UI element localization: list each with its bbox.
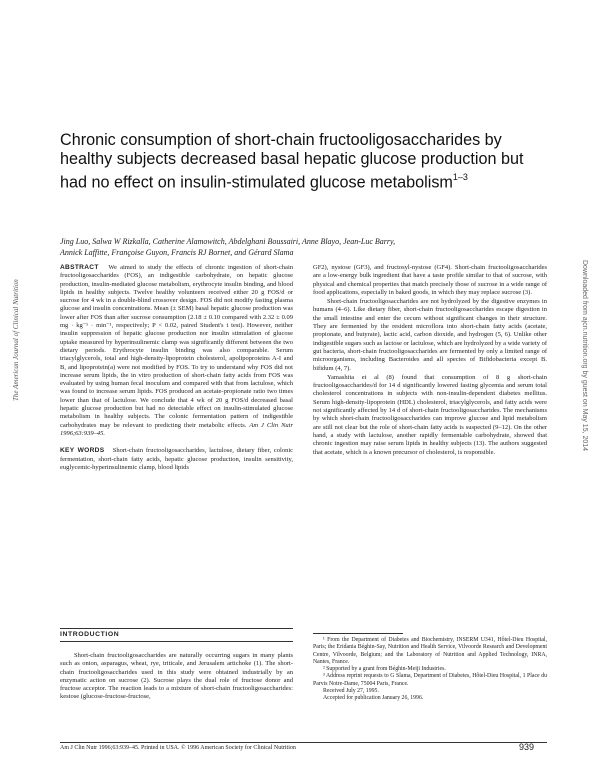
keywords-label: KEY WORDS [60,447,105,455]
footnote-support: ² Supported by a grant from Béghin-Meiji Industries. [323,666,446,673]
download-stamp: Downloaded from ajcn.nutrition.org by guest on May 15, 2014 [581,260,588,452]
article-title [60,131,540,192]
introduction-body [60,652,293,702]
journal-side-label: The American Journal of Clinical Nutrition [12,279,20,401]
author-list [60,236,530,259]
abstract [60,264,293,438]
footer-citation: Am J Clin Nutr 1996;63:939–45. Printed in USA. © 1996 American Society for Clinical Nutrition [60,745,296,751]
footer-rule [60,742,547,743]
left-column [60,264,293,472]
footnote-reprints: ³ Address reprint requests to G Slama, Department of Diabetes, Hôtel-Dieu Hospital, 1 Place du Parvis Notre-Dame, 75004 Paris, France. [313,673,547,687]
keywords-text: Short-chain fructooligosaccharides, lactulose, dietary fiber, colonic fermentation, short-chain fatty acids, hepatic glucose production, insulin sensitivity, euglycemic-hyperinsulinemic clamp, blood lipids [60,447,294,471]
authors-line-1: Jing Luo, Salwa W Rizkalla, Catherine Alamowitch, Abdelghani Boussairi, Anne Blayo, Jean-Luc Barry, [60,237,396,246]
body-paragraph-2: Short-chain fructooligosaccharides are not hydrolyzed by the digestive enzymes in humans (4–6). Like dietary fiber, short-chain fructooligosaccharides escape digestion in the small intestine and enter the cecum without significant changes in their structure. They are fermented by the resident microflora into short-chain fatty acids (acetate, propionate, and butyrate), lactic acid, carbon dioxide, and hydrogen (5, 6). Unlike other indigestible sugars such as lactose or lactulose, which are hydrolyzed by a wide variety of gut bacteria, short-chain fructooligosaccharides are fermented by only a limited range of microorganisms, including Bacteroides and all species of Bifidobacteria except B. bifidum (4, 7). [313,298,547,372]
body-paragraph-1: GF2), nystose (GF3), and fructosyl-nystose (GF4). Short-chain fructooligosaccharides are a low-energy bulk ingredient that have a taste profile similar to that of sucrose, with physical and chemical properties that match precisely those of sucrose in a wide range of food applications, especially in baked goods, in which they may replace sucrose (3). [313,264,547,296]
abstract-citation: Am J Clin Nutr 1996;63:939–45. [60,421,293,437]
footnote-received: Received July 27, 1995. [323,688,379,695]
section-rule-bottom [60,641,293,642]
footnote-accepted: Accepted for publication January 26, 1996. [323,695,424,702]
authors-line-2: Annick Laffitte, Françoise Guyon, Francis RJ Bornet, and Gérard Slama [60,248,294,258]
footnotes [313,637,547,703]
section-rule-top [60,628,293,629]
introduction-heading: INTRODUCTION [60,631,120,638]
abstract-text: We aimed to study the effects of chronic ingestion of short-chain fructooligosaccharides (FOS), an indigestible carbohydrate, on hepatic glucose production, insulin-mediated glucose metabolism, erythrocyte insulin binding, and blood lipids in healthy subjects. Twelve healthy volunteers received either 20 g FOS/d or sucrose for 4 wk in a double-blind crossover design. FOS did not modify fasting plasma glucose and insulin concentrations. Mean (± SEM) basal hepatic glucose production was lower after FOS than after sucrose consumption (2.18 ± 0.10 compared with 2.32 ± 0.09 mg · kg⁻¹ · min⁻¹, respectively; P < 0.02, paired Student's t test). However, neither insulin suppression of hepatic glucose production nor insulin stimulation of glucose uptake measured by hyperinsulinemic clamp was significantly different between the two dietary periods. Erythrocyte insulin binding was also comparable. Serum triacylglycerols, total and high-density-lipoprotein cholesterol, apolipoproteins A-I and B, and lipoprotein(a) were not modified by FOS. To try to understand why FOS did not increase serum lipids, the in vitro production of short-chain fatty acids from FOS was evaluated by using human fecal inoculum and compared with that from lactulose, which was found to increase serum lipids. FOS produced an acetate-propionate ratio two times lower than that of lactulose. We conclude that 4 wk of 20 g FOS/d decreased basal hepatic glucose production but had no detectable effect on insulin-stimulated glucose metabolism in healthy subjects. The colonic fermentation pattern of indigestible carbohydrates may be relevant to predicting their metabolic effects. [60,264,293,429]
keywords [60,447,293,472]
footnote-affiliation: ¹ From the Department of Diabetes and Biochemistry, INSERM U341, Hôtel-Dieu Hospital, Paris; the Eridania Béghin-Say, Nutrition and Health Service, Vilvoorde Research and Development Centre, Vilvoorde, Belgium; and the Laboratory of Nutrition and Applied Technology, INRA, Nantes, France. [313,637,547,665]
page-number: 939 [519,742,535,752]
introduction-paragraph: Short-chain fructooligosaccharides are naturally occurring sugars in many plants such as onion, asparagus, wheat, rye, triticale, and Jerusalem artichoke (1). The short-chain fructooligosaccharides used in this study were obtained industrially by an enzymatic action on sucrose (2). Sucrose plays the dual role of fructose donor and fructose acceptor. The reaction leads to a mixture of short-chain fructooligosaccharides: kestose (glucose-fructose-fructose, [60,652,293,701]
title-text: Chronic consumption of short-chain fructooligosaccharides by healthy subjects decreased basal hepatic glucose production but had no effect on insulin-stimulated glucose metabolism [60,131,524,192]
body-paragraph-3: Yamashita et al (8) found that consumption of 8 g short-chain fructooligosaccharides/d for 14 d significantly lowered fasting glycemia and serum total cholesterol concentrations in subjects with non-insulin-dependent diabetes mellitus. Serum high-density-lipoprotein (HDL) cholesterol, triacylglycerols, and fatty acids were not significantly affected by 14 d of short-chain fructooligosaccharides. The mechanisms by which short-chain fructooligosaccharides can improve glucose and lipid metabolism are still not clear but the role of short-chain fatty acids is suspected (9–12). On the other hand, a study with lactulose, another rapidly fermentable carbohydrate, showed that chronic ingestion may raise serum lipids in healthy subjects (13). The authors suggested that acetate, which is a known precursor of cholesterol, is responsible. [313,373,547,456]
abstract-label: ABSTRACT [60,264,99,271]
right-column [313,264,547,458]
footnote-rule [313,633,403,634]
title-footnote-marker: 1–3 [452,172,468,182]
